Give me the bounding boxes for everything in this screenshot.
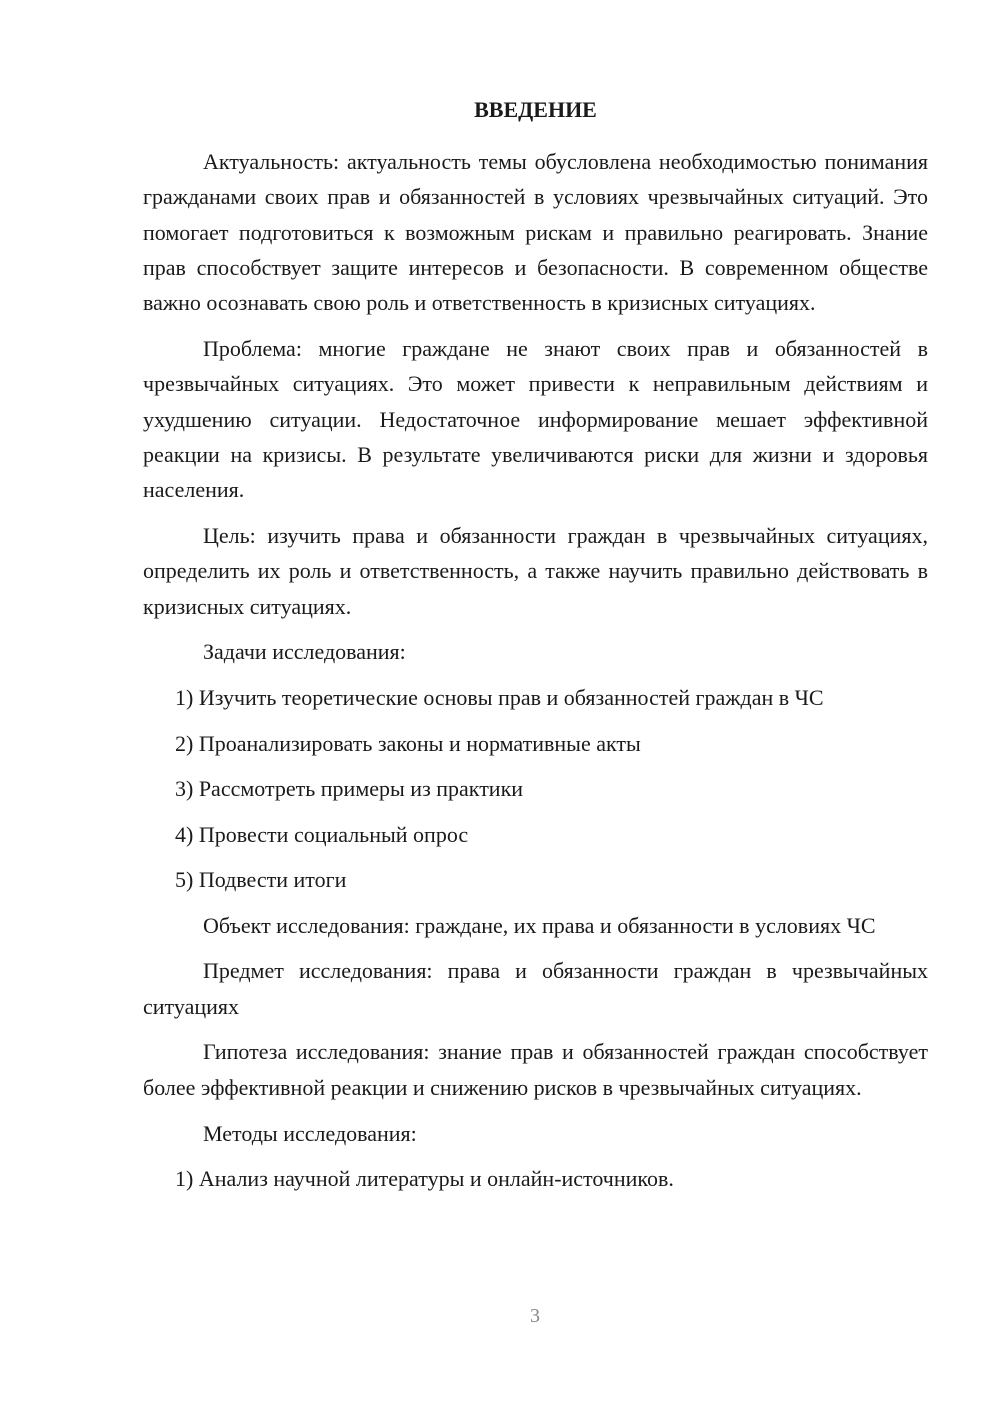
- task-item: 5) Подвести итоги: [175, 867, 347, 893]
- paragraph-methods-heading: Методы исследования:: [203, 1120, 417, 1146]
- document-page: [143, 94, 928, 1207]
- method-item: 1) Анализ научной литературы и онлайн-источников.: [175, 1166, 674, 1192]
- task-item: 4) Провести социальный опрос: [175, 821, 469, 847]
- paragraph-subject: Предмет исследования: права и обязанности граждан в чрезвычайных ситуациях: [143, 958, 928, 1019]
- task-item: 1) Изучить теоретические основы прав и обязанностей граждан в ЧС: [175, 685, 824, 711]
- paragraph-goal: Цель: изучить права и обязанности граждан в чрезвычайных ситуациях, определить их роль и ответственность, а также научить правильно действовать в кризисных ситуациях.: [143, 522, 928, 619]
- paragraph-object: Объект исследования: граждане, их права и обязанности в условиях ЧС: [203, 912, 876, 938]
- paragraph-tasks-heading: Задачи исследования:: [203, 639, 406, 665]
- section-title: ВВЕДЕНИЕ: [474, 97, 597, 122]
- task-item: 3) Рассмотреть примеры из практики: [175, 776, 524, 802]
- paragraph-hypothesis: Гипотеза исследования: знание прав и обязанностей граждан способствует более эффективной реакции и снижению рисков в чрезвычайных ситуациях.: [143, 1039, 928, 1100]
- task-item: 2) Проанализировать законы и нормативные акты: [175, 730, 641, 756]
- paragraph-relevance: Актуальность: актуальность темы обусловлена необходимостью понимания гражданами своих прав и обязанностей в условиях чрезвычайных ситуаций. Это помогает подготовиться к возможным рискам и правильно реагировать. Знание прав способствует защите интересов и безопасности. В современном обществе важно осознавать свою роль и ответственность в кризисных ситуациях.: [143, 149, 928, 316]
- page-number: 3: [530, 1305, 540, 1327]
- paragraph-problem: Проблема: многие граждане не знают своих прав и обязанностей в чрезвычайных ситуациях. Это может привести к неправильным действиям и ухудшению ситуации. Недостаточное информирование мешает эффективной реакции на кризисы. В результате увеличиваются риски для жизни и здоровья населения.: [143, 335, 928, 503]
